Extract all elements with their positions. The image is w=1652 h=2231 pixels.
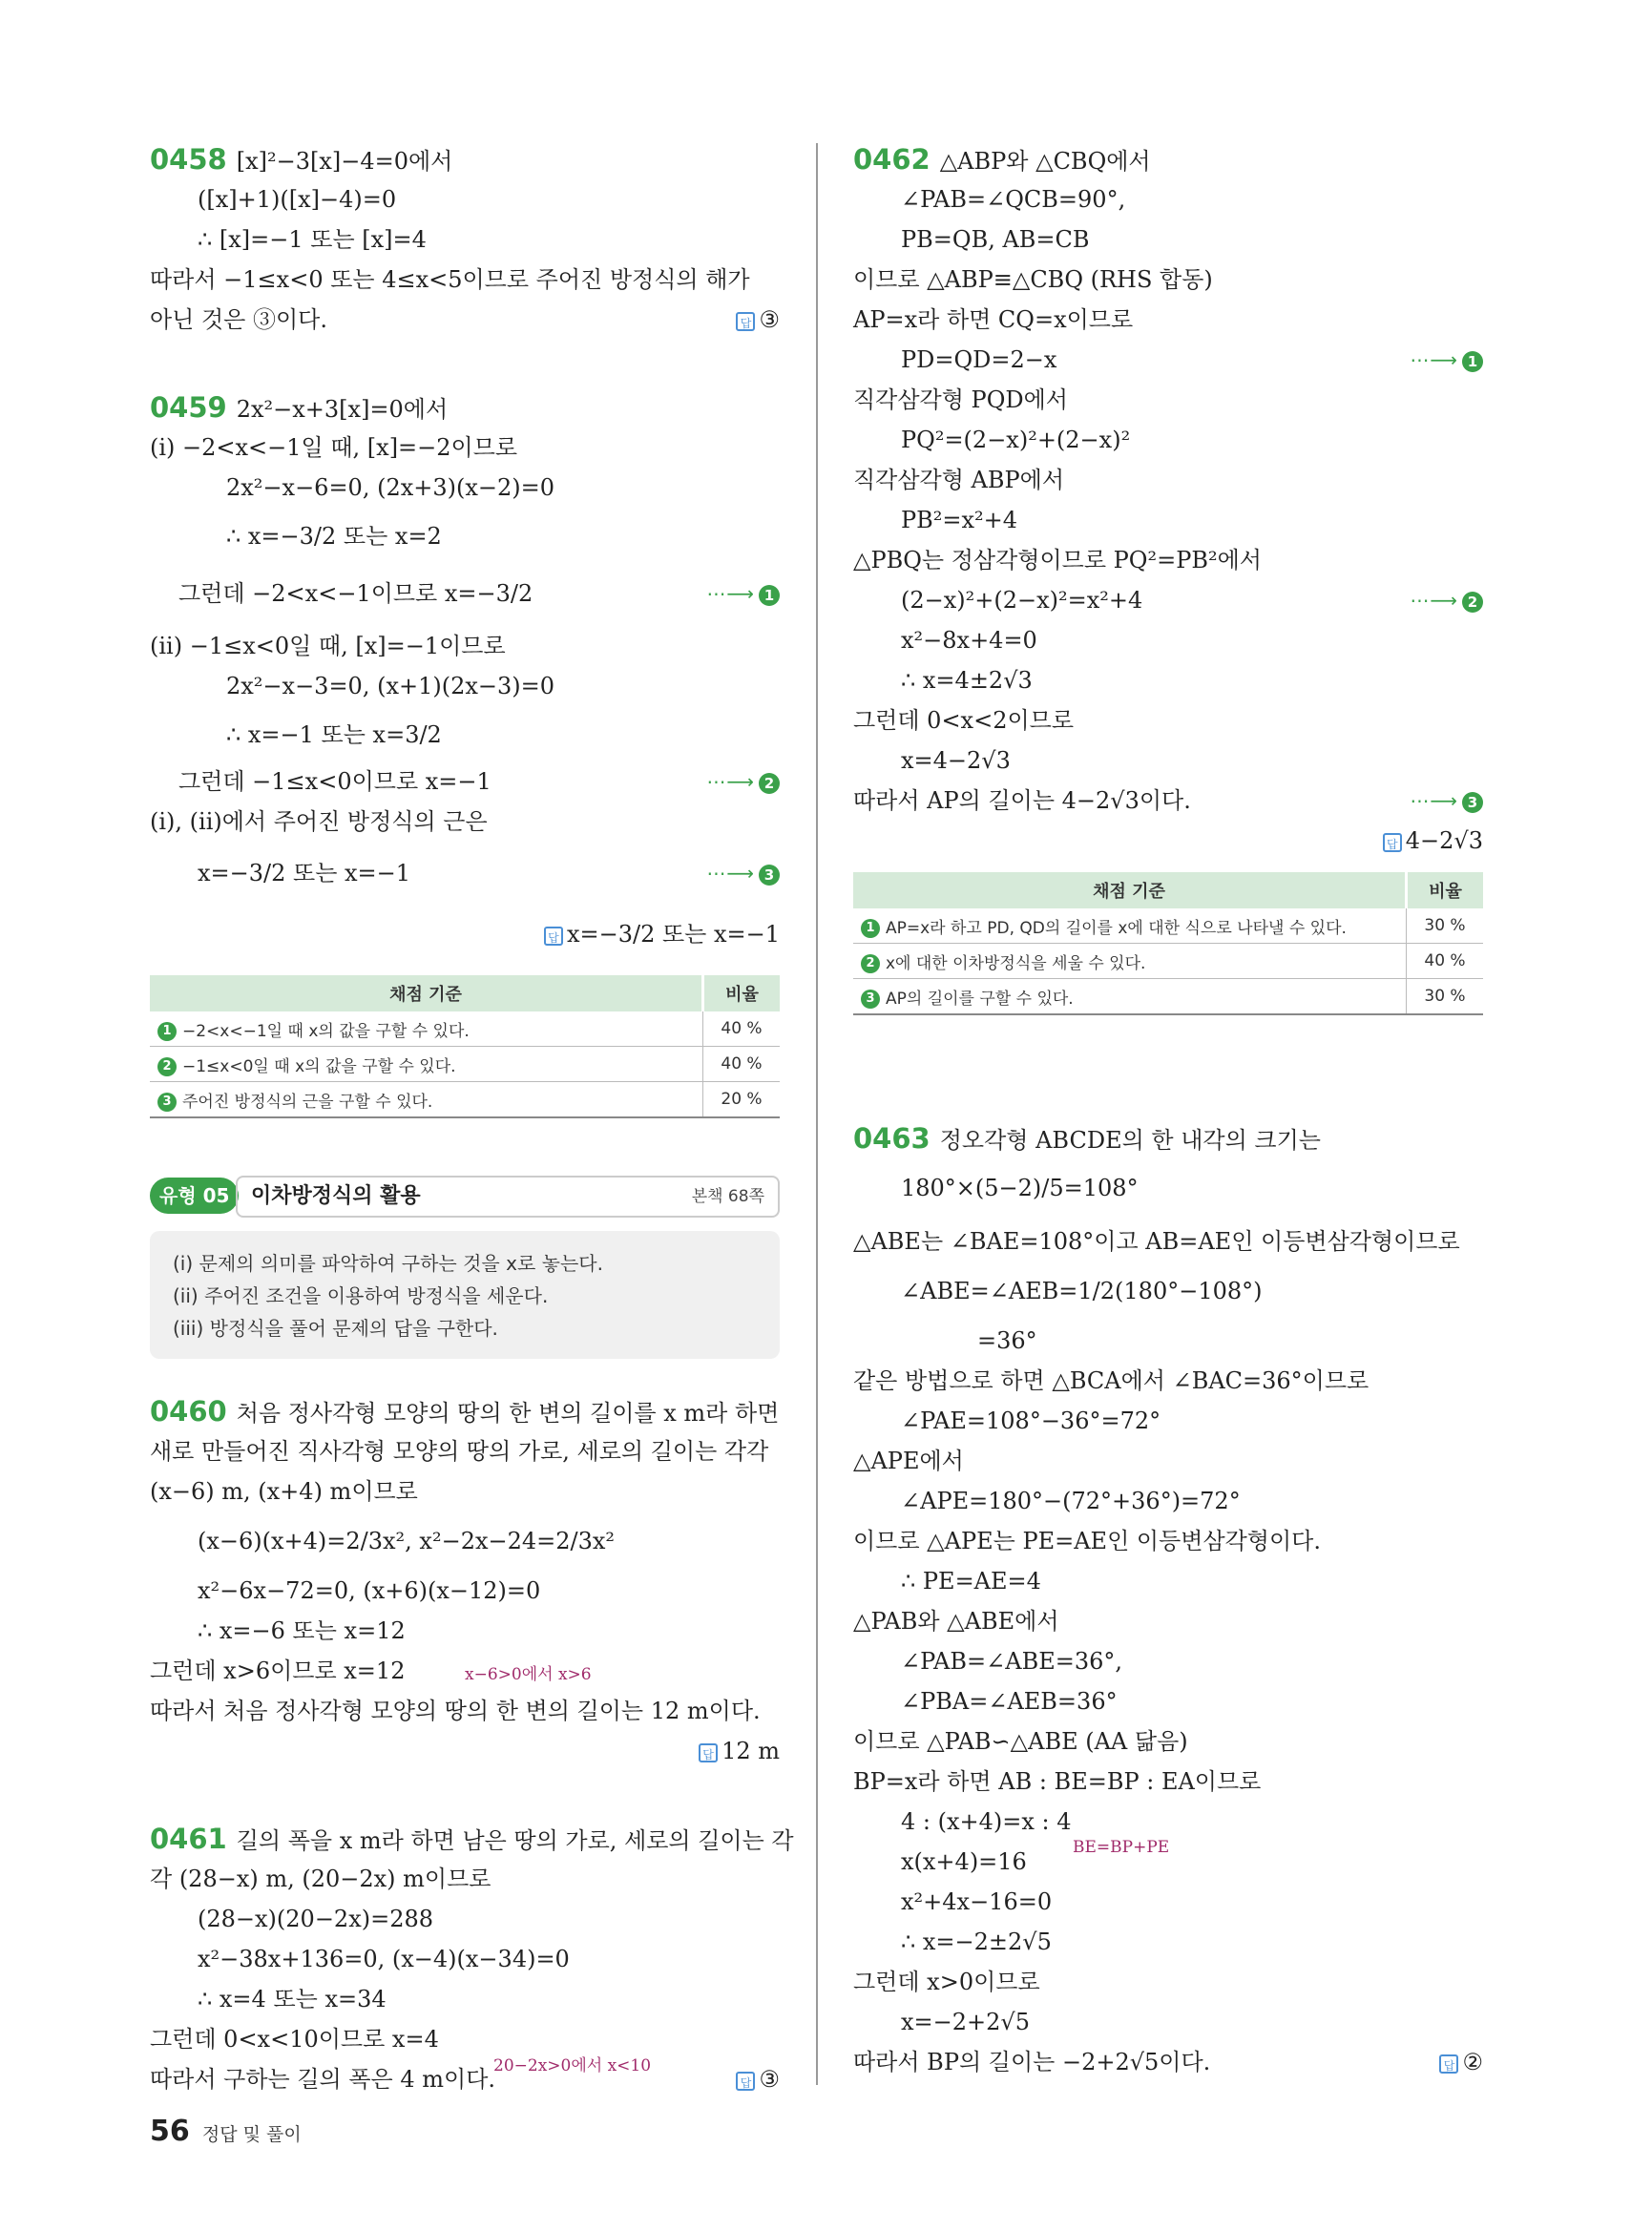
answer-text: 4−2√3 (1405, 827, 1483, 854)
solution-line (853, 1122, 1483, 1155)
grading-ratio: 40 % (703, 1047, 781, 1082)
step-marker-row (853, 784, 1483, 817)
step-number-icon: 2 (157, 1057, 177, 1076)
solution-line (150, 1863, 780, 1895)
line-text: 2x²−x−6=0, (2x+3)(x−2)=0 (226, 474, 555, 501)
line-text: ∠PBA=∠AEB=36° (901, 1688, 1118, 1715)
line-text: 2x²−x+3[x]=0에서 (236, 396, 449, 423)
solution-line (150, 223, 780, 256)
solution-line (150, 1525, 780, 1557)
solution-line (150, 1903, 780, 1935)
line-text: (x−6) m, (x+4) m이므로 (150, 1478, 418, 1505)
solution-line (853, 1324, 1483, 1357)
solution-line (853, 1485, 1483, 1517)
step-marker (1410, 584, 1483, 616)
solution-line (853, 664, 1483, 697)
step-marker-row (150, 577, 780, 610)
grading-ratio: 40 % (703, 1011, 781, 1047)
grading-ratio: 30 % (1407, 979, 1484, 1015)
grading-table (853, 872, 1483, 1015)
step-number-icon: 2 (1462, 592, 1483, 613)
line-text: 그런데 x>0이므로 (853, 1969, 1040, 1995)
line-text: ∴ x=4 또는 x=34 (198, 1986, 387, 2012)
criterion-text: −1≤x<0일 때 x의 값을 구할 수 있다. (182, 1056, 456, 1076)
solution-line (150, 719, 780, 751)
grading-criterion (150, 1082, 703, 1118)
line-text: x²−6x−72=0, (x+6)(x−12)=0 (198, 1577, 541, 1604)
step-marker-row (150, 765, 780, 798)
line-text: 그런데 x>6이므로 x=12 (150, 1658, 406, 1684)
solution-line (150, 1615, 780, 1647)
step-dots: ⋯⟶ (1410, 789, 1458, 812)
page-footer (150, 2115, 302, 2148)
step-number-icon: 2 (861, 954, 880, 973)
step-dots: ⋯⟶ (706, 770, 755, 793)
solution-line (853, 143, 1483, 176)
solution-line (150, 183, 780, 216)
grading-row (853, 979, 1483, 1015)
line-text: 따라서 AP의 길이는 4−2√3이다. (853, 787, 1191, 814)
solution-line (853, 1805, 1483, 1838)
line-text: 180°×(5−2)/5=108° (901, 1175, 1139, 1201)
line-text: ∴ [x]=−1 또는 [x]=4 (198, 226, 427, 253)
line-text: 이므로 △ABP≡△CBQ (RHS 합동) (853, 266, 1213, 293)
line-text: ∴ x=−6 또는 x=12 (198, 1617, 406, 1644)
solution-line (150, 1574, 780, 1607)
solution-line (150, 670, 780, 702)
type-tag: 유형 05 (150, 1178, 239, 1214)
line-text: 그런데 −2<x<−1이므로 x=−3/2 (178, 580, 533, 607)
line-text: [x]²−3[x]−4=0에서 (236, 148, 453, 175)
method-step: (i) 문제의 의미를 파악하여 구하는 것을 x로 놓는다. (173, 1252, 603, 1275)
line-text: x=4−2√3 (901, 747, 1011, 774)
answer (699, 1735, 780, 1767)
line-text: 길의 폭을 x m라 하면 남은 땅의 가로, 세로의 길이는 각 (236, 1827, 794, 1854)
answer-row (150, 1735, 780, 1767)
line-text: △APE에서 (853, 1448, 964, 1474)
step-marker (706, 577, 780, 610)
solution-line (853, 1966, 1483, 1998)
solution-line (853, 504, 1483, 536)
grading-row (853, 908, 1483, 944)
solution-line (853, 1685, 1483, 1718)
line-text: 직각삼각형 PQD에서 (853, 386, 1068, 413)
solution-line (853, 1886, 1483, 1918)
step-number-icon: 1 (861, 919, 880, 938)
line-text: BP=x라 하면 AB : BE=BP : EA이므로 (853, 1768, 1262, 1795)
step-number-icon: 1 (1462, 351, 1483, 372)
solution-line (853, 1605, 1483, 1637)
line-text: 따라서 −1≤x<0 또는 4≤x<5이므로 주어진 방정식의 해가 (150, 266, 750, 293)
answer-row (150, 2063, 780, 2095)
answer-icon: 답 (1439, 2054, 1458, 2074)
answer-icon: 답 (736, 2072, 755, 2091)
solution-line (150, 1983, 780, 2015)
solution-line (853, 303, 1483, 336)
answer-icon: 답 (736, 312, 755, 331)
solution-line (853, 1275, 1483, 1307)
line-text: 4 : (x+4)=x : 4 (901, 1808, 1072, 1835)
side-annotation: BE=BP+PE (1073, 1838, 1170, 1857)
type-section-header (150, 1176, 780, 1218)
solution-line (853, 1225, 1483, 1258)
line-text: ∠PAB=∠QCB=90°, (901, 186, 1126, 213)
grading-row (150, 1082, 780, 1118)
solution-line (150, 1395, 780, 1428)
problem-number: 0460 (150, 1395, 227, 1428)
step-marker-row (150, 857, 780, 889)
answer-text: 12 m (721, 1738, 780, 1764)
side-annotation: x−6>0에서 x>6 (465, 1665, 592, 1684)
line-text: ∴ x=−2±2√5 (901, 1929, 1052, 1955)
line-text: 아닌 것은 ③이다. (150, 306, 327, 333)
solution-line (150, 2023, 780, 2055)
grading-header: 비율 (1407, 872, 1484, 908)
line-text: x²+4x−16=0 (901, 1888, 1053, 1915)
answer-text: ③ (759, 306, 780, 333)
line-text: PQ²=(2−x)²+(2−x)² (901, 427, 1131, 453)
solution-line (853, 1405, 1483, 1437)
step-dots: ⋯⟶ (706, 582, 755, 605)
step-dots: ⋯⟶ (1410, 589, 1458, 612)
line-text: =36° (977, 1327, 1037, 1354)
line-text: 같은 방법으로 하면 △BCA에서 ∠BAC=36°이므로 (853, 1367, 1370, 1394)
step-number-icon: 3 (861, 990, 880, 1009)
solution-line (150, 1695, 780, 1727)
solution-line (150, 805, 780, 838)
solution-line (853, 464, 1483, 496)
criterion-text: AP=x라 하고 PD, QD의 길이를 x에 대한 식으로 나타낼 수 있다. (886, 918, 1347, 938)
solution-line (853, 624, 1483, 657)
grading-row (853, 944, 1483, 979)
solution-line (150, 630, 780, 662)
grading-ratio: 40 % (1407, 944, 1484, 979)
step-marker-row (853, 344, 1483, 376)
grading-row (150, 1047, 780, 1082)
step-number-icon: 3 (157, 1093, 177, 1112)
grading-criterion (853, 908, 1407, 944)
line-text: x(x+4)=16 (901, 1848, 1027, 1875)
answer (544, 918, 780, 950)
line-text: △ABP와 △CBQ에서 (939, 148, 1151, 175)
line-text: ∴ PE=AE=4 (901, 1568, 1041, 1595)
solution-line (150, 431, 780, 464)
answer (736, 2063, 780, 2095)
line-text: 따라서 처음 정사각형 모양의 땅의 한 변의 길이는 12 m이다. (150, 1698, 761, 1724)
criterion-text: 주어진 방정식의 근을 구할 수 있다. (182, 1092, 433, 1112)
answer-row (150, 918, 780, 950)
solution-line (150, 471, 780, 504)
line-text: ∠APE=180°−(72°+36°)=72° (901, 1488, 1241, 1514)
solution-line (853, 223, 1483, 256)
grading-header: 채점 기준 (150, 975, 703, 1011)
line-text: x=−2+2√5 (901, 2009, 1030, 2035)
line-text: (ii) −1≤x<0일 때, [x]=−1이므로 (150, 633, 506, 659)
line-text: 그런데 −1≤x<0이므로 x=−1 (178, 768, 491, 795)
line-text: (x−6)(x+4)=2/3x², x²−2x−24=2/3x² (198, 1528, 616, 1554)
line-text: (28−x)(20−2x)=288 (198, 1906, 434, 1932)
problem-number: 0463 (853, 1122, 931, 1155)
line-text: PD=QD=2−x (901, 346, 1057, 373)
line-text: ∠ABE=∠AEB=1/2(180°−108°) (901, 1278, 1263, 1304)
answer (736, 303, 780, 336)
solution-line (150, 1823, 794, 1855)
line-text: (i) −2<x<−1일 때, [x]=−2이므로 (150, 434, 518, 461)
line-text: ∴ x=−3/2 또는 x=2 (226, 523, 442, 550)
answer-text: ③ (759, 2066, 780, 2093)
line-text: x=−3/2 또는 x=−1 (198, 860, 411, 886)
line-text: ([x]+1)([x]−4)=0 (198, 186, 397, 213)
line-text: 새로 만들어진 직사각형 모양의 땅의 가로, 세로의 길이는 각각 (150, 1438, 769, 1465)
answer-icon: 답 (544, 927, 563, 946)
solution-line (853, 1725, 1483, 1758)
method-tip-box (150, 1231, 780, 1359)
problem-number: 0458 (150, 143, 227, 176)
line-text: 그런데 0<x<10이므로 x=4 (150, 2026, 439, 2053)
line-text: 따라서 BP의 길이는 −2+2√5이다. (853, 2049, 1211, 2075)
line-text: 처음 정사각형 모양의 땅의 한 변의 길이를 x m라 하면 (236, 1400, 780, 1427)
line-text: ∠PAB=∠ABE=36°, (901, 1648, 1123, 1675)
step-number-icon: 1 (759, 585, 780, 606)
line-text: AP=x라 하면 CQ=x이므로 (853, 306, 1134, 333)
solution-line (150, 143, 780, 176)
answer (1439, 2046, 1483, 2078)
step-number-icon: 2 (759, 773, 780, 794)
criterion-text: −2<x<−1일 때 x의 값을 구할 수 있다. (182, 1021, 470, 1041)
line-text: 그런데 0<x<2이므로 (853, 707, 1075, 734)
answer-icon: 답 (1383, 833, 1402, 852)
step-dots: ⋯⟶ (706, 862, 755, 885)
line-text: 정오각형 ABCDE의 한 내각의 크기는 (939, 1127, 1321, 1154)
line-text: PB²=x²+4 (901, 507, 1018, 533)
step-dots: ⋯⟶ (1410, 348, 1458, 371)
grading-ratio: 20 % (703, 1082, 781, 1118)
line-text: x²−8x+4=0 (901, 627, 1037, 654)
solution-line (853, 1645, 1483, 1678)
criterion-text: x에 대한 이차방정식을 세울 수 있다. (886, 953, 1146, 973)
solution-line (853, 1525, 1483, 1557)
page-number: 56 (150, 2115, 190, 2148)
answer-row (150, 303, 780, 336)
problem-number: 0459 (150, 391, 227, 424)
line-text: △PAB와 △ABE에서 (853, 1608, 1059, 1635)
solution-line (150, 1943, 780, 1975)
line-text: 따라서 구하는 길의 폭은 4 m이다. (150, 2066, 496, 2093)
solution-line (853, 183, 1483, 216)
solution-line (150, 520, 780, 553)
line-text: 이므로 △APE는 PE=AE인 이등변삼각형이다. (853, 1528, 1321, 1554)
step-marker-row (853, 584, 1483, 616)
step-number-icon: 1 (157, 1022, 177, 1041)
grading-criterion (150, 1047, 703, 1082)
problem-number: 0461 (150, 1823, 227, 1855)
method-step: (iii) 방정식을 풀어 문제의 답을 구한다. (173, 1317, 498, 1340)
solution-line (853, 1172, 1483, 1204)
solution-line (853, 424, 1483, 456)
step-marker (1410, 344, 1483, 376)
step-marker (1410, 784, 1483, 817)
type-title-text: 이차방정식의 활용 (251, 1184, 421, 1208)
solution-line (853, 2006, 1483, 2038)
line-text: 2x²−x−3=0, (x+1)(2x−3)=0 (226, 673, 555, 699)
answer-row (853, 2046, 1483, 2078)
solution-line (150, 263, 780, 296)
line-text: △ABE는 ∠BAE=108°이고 AB=AE인 이등변삼각형이므로 (853, 1228, 1460, 1255)
line-text: 각 (28−x) m, (20−2x) m이므로 (150, 1866, 491, 1892)
solution-line (853, 1926, 1483, 1958)
line-text: ∠PAE=108°−36°=72° (901, 1407, 1161, 1434)
solution-line (853, 544, 1483, 576)
grading-ratio: 30 % (1407, 908, 1484, 944)
line-text: 이므로 △PAB∽△ABE (AA 닮음) (853, 1728, 1188, 1755)
step-number-icon: 3 (759, 865, 780, 886)
solution-line (150, 1475, 780, 1508)
solution-line (853, 1365, 1483, 1397)
solution-line (150, 391, 780, 424)
answer-row (853, 824, 1483, 857)
line-text: (i), (ii)에서 주어진 방정식의 근은 (150, 808, 488, 835)
grading-header: 채점 기준 (853, 872, 1407, 908)
line-text: 직각삼각형 ABP에서 (853, 467, 1065, 493)
side-annotation: 20−2x>0에서 x<10 (493, 2056, 652, 2075)
footer-label: 정답 및 풀이 (201, 2124, 302, 2145)
solution-line (853, 1445, 1483, 1477)
problem-number: 0462 (853, 143, 931, 176)
step-number-icon: 3 (1462, 792, 1483, 813)
line-text: ∴ x=−1 또는 x=3/2 (226, 721, 442, 748)
solution-line (150, 1435, 780, 1468)
answer (1383, 824, 1483, 857)
solution-line (853, 744, 1483, 777)
line-text: PB=QB, AB=CB (901, 226, 1090, 253)
solution-line (853, 1565, 1483, 1597)
type-title (236, 1176, 780, 1218)
criterion-text: AP의 길이를 구할 수 있다. (886, 989, 1074, 1009)
line-text: (2−x)²+(2−x)²=x²+4 (901, 587, 1143, 614)
solution-line (853, 1765, 1483, 1798)
column-divider (816, 143, 818, 2085)
answer-text: x=−3/2 또는 x=−1 (566, 921, 780, 948)
grading-criterion (853, 944, 1407, 979)
line-text: △PBQ는 정삼각형이므로 PQ²=PB²에서 (853, 547, 1262, 573)
answer-icon: 답 (699, 1743, 718, 1762)
line-text: ∴ x=4±2√3 (901, 667, 1033, 694)
line-text: x²−38x+136=0, (x−4)(x−34)=0 (198, 1946, 570, 1972)
grading-criterion (150, 1011, 703, 1047)
answer-text: ② (1462, 2049, 1483, 2075)
step-marker (706, 857, 780, 889)
grading-header: 비율 (703, 975, 781, 1011)
method-step: (ii) 주어진 조건을 이용하여 방정식을 세운다. (173, 1284, 549, 1307)
solution-line (853, 704, 1483, 737)
solution-line (853, 384, 1483, 416)
page-reference: 본책 68쪽 (691, 1187, 764, 1206)
grading-row (150, 1011, 780, 1047)
solution-line (853, 263, 1483, 296)
grading-criterion (853, 979, 1407, 1015)
step-marker (706, 765, 780, 798)
grading-table (150, 975, 780, 1118)
